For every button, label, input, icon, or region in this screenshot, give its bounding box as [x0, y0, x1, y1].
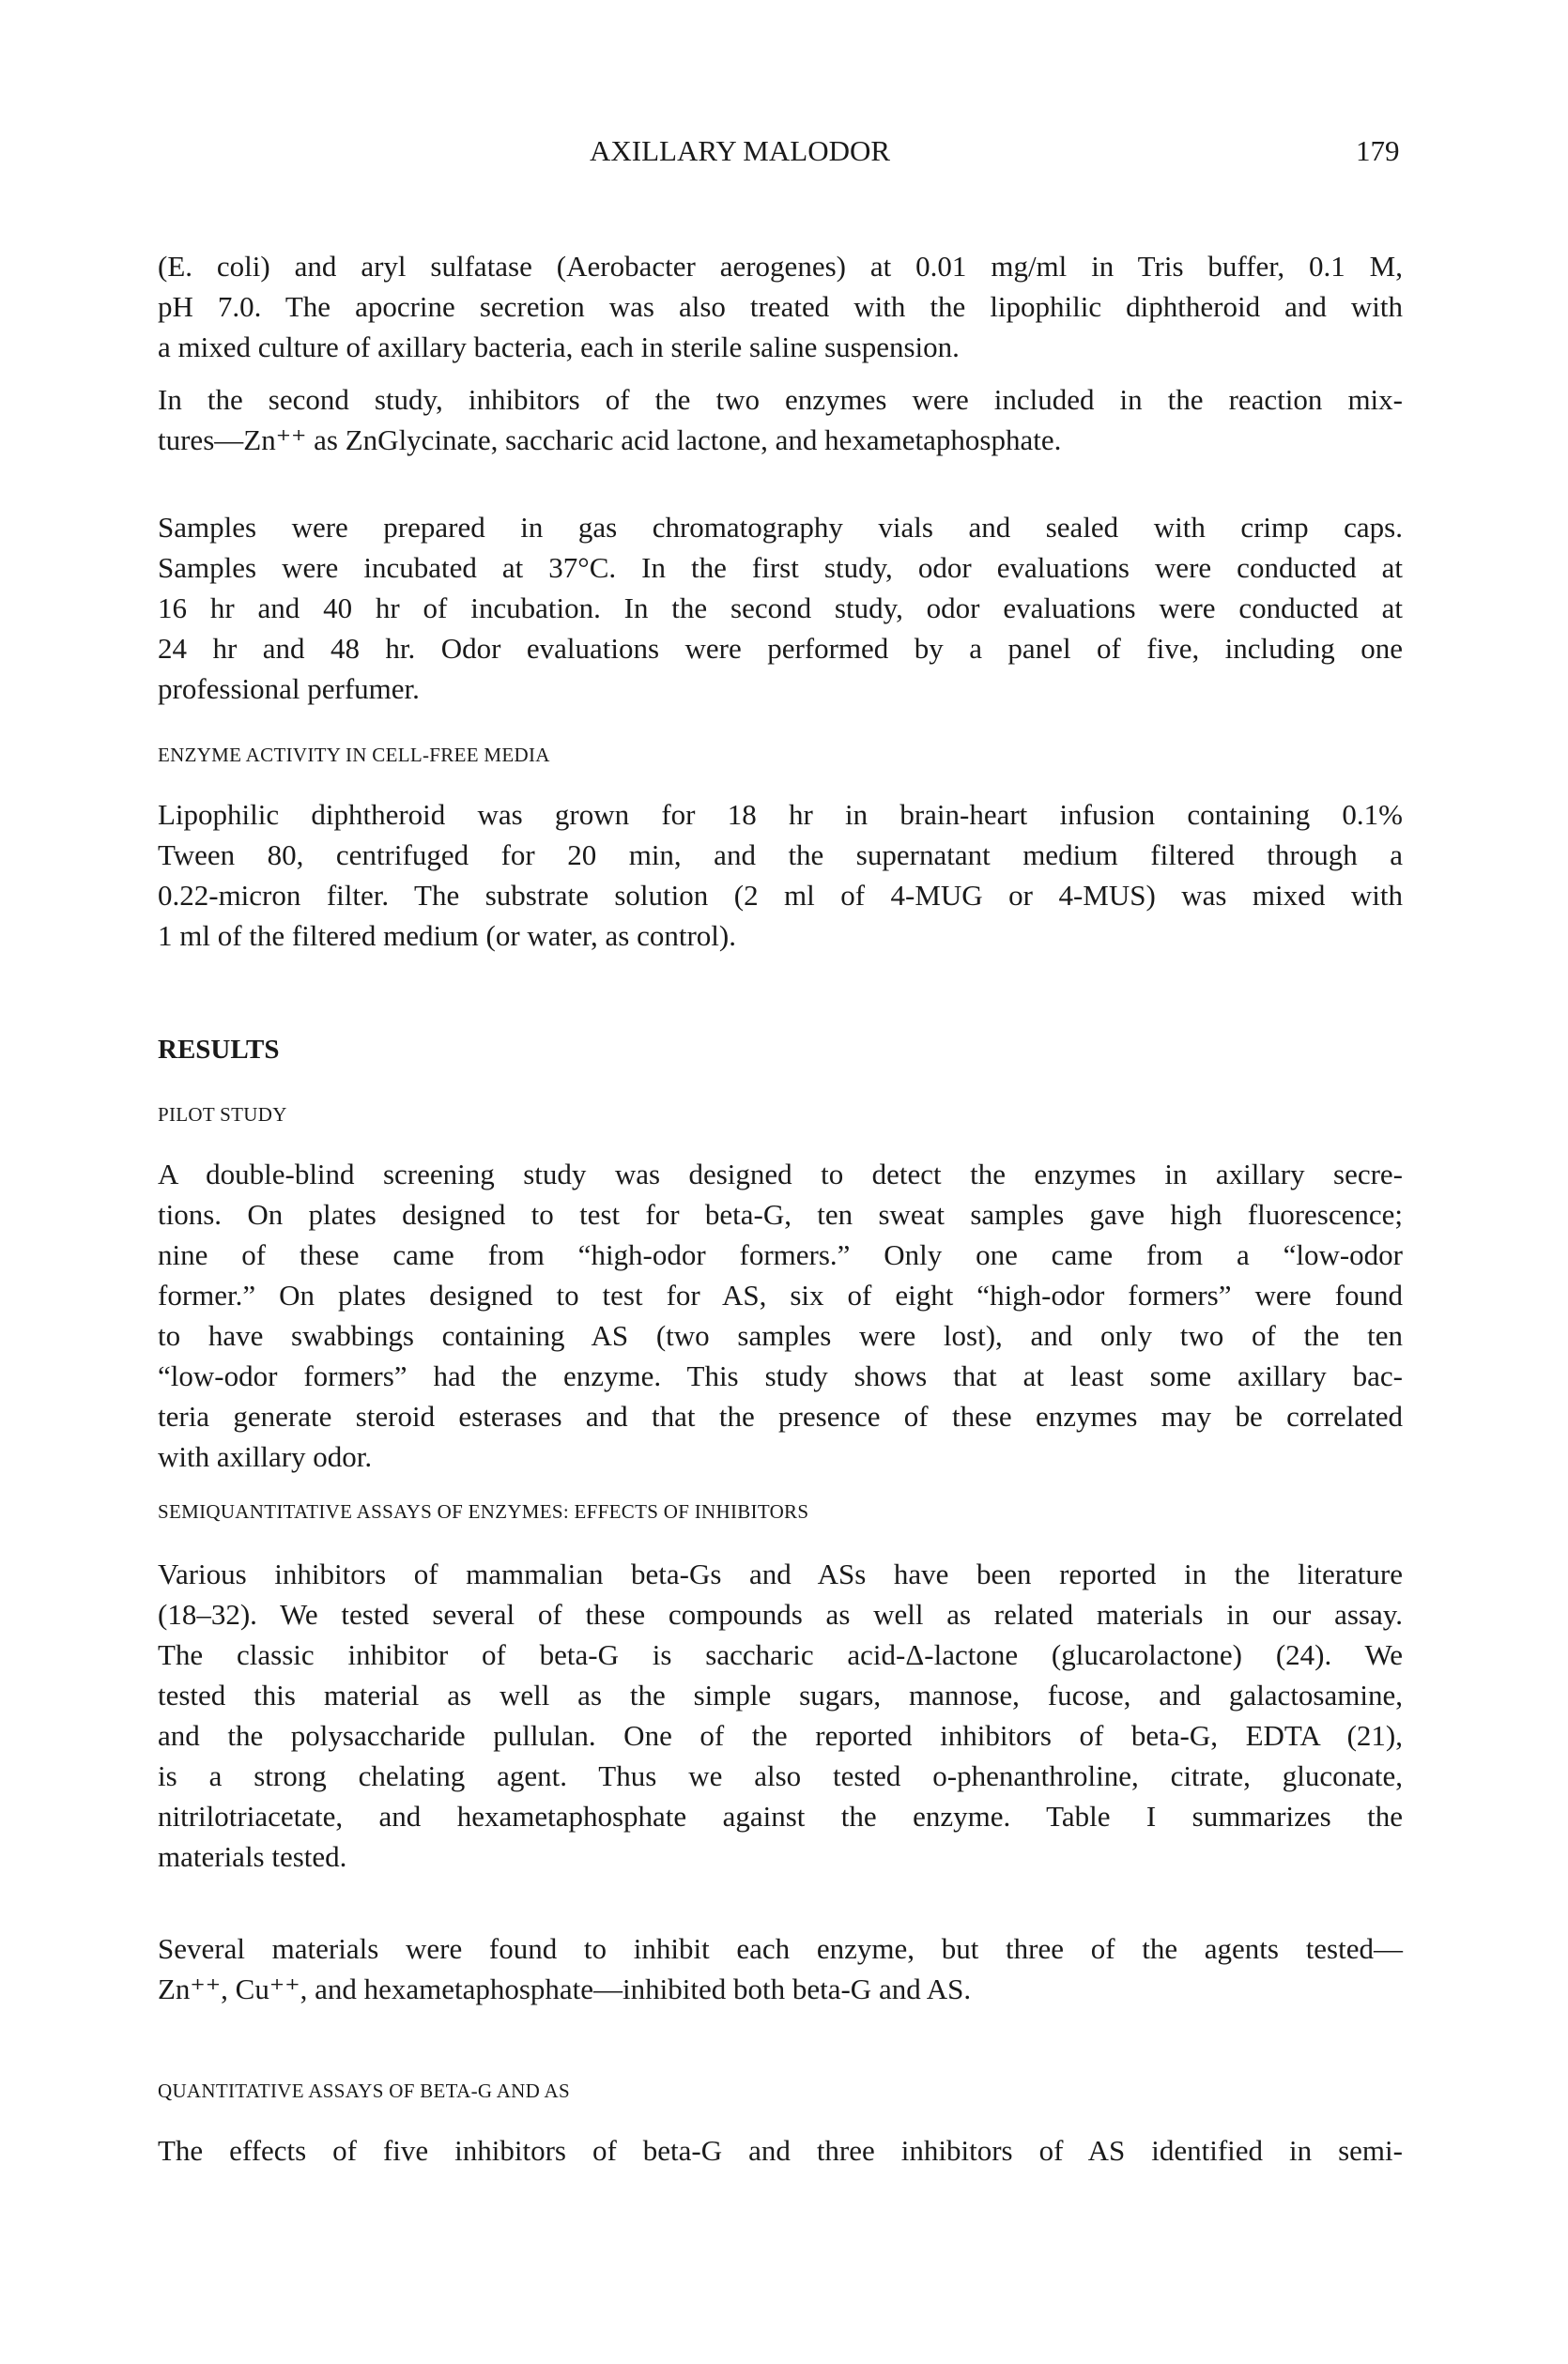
- text-line: The classic inhibitor of beta-G is saccharic acid-Δ-lactone (glucarolactone) (24). We: [158, 1638, 1403, 1671]
- text-line: In the second study, inhibitors of the two enzymes were included in the reaction mix-: [158, 383, 1403, 416]
- text-line: with axillary odor.: [158, 1440, 373, 1473]
- text-line: (18–32). We tested several of these compounds as well as related materials in our assay.: [158, 1598, 1403, 1631]
- section-heading-pilot-study: PILOT STUDY: [158, 1103, 287, 1126]
- paragraph: [158, 507, 1403, 709]
- text-line: A double-blind screening study was designed to detect the enzymes in axillary secre-: [158, 1158, 1403, 1190]
- text-line: Samples were incubated at 37°C. In the first study, odor evaluations were conducted at: [158, 551, 1403, 584]
- text-line: 1 ml of the filtered medium (or water, as control).: [158, 919, 736, 952]
- text-line: Several materials were found to inhibit each enzyme, but three of the agents tested—: [158, 1932, 1403, 1965]
- text-line: professional perfumer.: [158, 672, 420, 705]
- results-heading: RESULTS: [158, 1035, 280, 1065]
- text-line: Zn⁺⁺, Cu⁺⁺, and hexametaphosphate—inhibited both beta-G and AS.: [158, 1973, 972, 2005]
- text-line: The effects of five inhibitors of beta-G and three inhibitors of AS identified in semi-: [158, 2134, 1403, 2167]
- paragraph: [158, 1928, 1403, 2009]
- text-line: is a strong chelating agent. Thus we also tested o-phenanthroline, citrate, gluconate,: [158, 1759, 1403, 1792]
- text-line: Lipophilic diphtheroid was grown for 18 hr in brain-heart infusion containing 0.1%: [158, 798, 1403, 831]
- page-number: 179: [1356, 134, 1400, 167]
- text-line: a mixed culture of axillary bacteria, each in sterile saline suspension.: [158, 330, 960, 363]
- text-line: 16 hr and 40 hr of incubation. In the second study, odor evaluations were conducted at: [158, 591, 1403, 624]
- text-line: Various inhibitors of mammalian beta-Gs and ASs have been reported in the literature: [158, 1558, 1403, 1590]
- paragraph: [158, 794, 1403, 956]
- text-line: tures—Zn⁺⁺ as ZnGlycinate, saccharic acid lactone, and hexametaphosphate.: [158, 423, 1062, 456]
- paragraph: [158, 1554, 1403, 1877]
- text-line: tested this material as well as the simple sugars, mannose, fucose, and galactosamine,: [158, 1679, 1403, 1712]
- text-line: to have swabbings containing AS (two samples were lost), and only two of the ten: [158, 1319, 1403, 1352]
- paragraph: [158, 246, 1403, 367]
- text-line: Tween 80, centrifuged for 20 min, and the supernatant medium filtered through a: [158, 838, 1403, 871]
- text-line: tions. On plates designed to test for beta-G, ten sweat samples gave high fluorescence;: [158, 1198, 1403, 1231]
- paragraph: [158, 2130, 1403, 2171]
- text-line: “low-odor formers” had the enzyme. This study shows that at least some axillary bac-: [158, 1359, 1403, 1392]
- text-line: and the polysaccharide pullulan. One of the reported inhibitors of beta-G, EDTA (21),: [158, 1719, 1403, 1752]
- text-line: pH 7.0. The apocrine secretion was also treated with the lipophilic diphtheroid and with: [158, 290, 1403, 323]
- section-heading-quantitative: QUANTITATIVE ASSAYS OF BETA-G AND AS: [158, 2080, 570, 2102]
- text-line: teria generate steroid esterases and that the presence of these enzymes may be correlated: [158, 1400, 1403, 1433]
- text-line: 24 hr and 48 hr. Odor evaluations were performed by a panel of five, including one: [158, 632, 1403, 665]
- text-line: materials tested.: [158, 1840, 347, 1873]
- text-line: (E. coli) and aryl sulfatase (Aerobacter aerogenes) at 0.01 mg/ml in Tris buffer, 0.1 M,: [158, 250, 1403, 283]
- text-line: former.” On plates designed to test for AS, six of eight “high-odor formers” were found: [158, 1279, 1403, 1312]
- text-line: nine of these came from “high-odor formers.” Only one came from a “low-odor: [158, 1238, 1403, 1271]
- running-title: AXILLARY MALODOR: [590, 134, 891, 167]
- paragraph: [158, 1154, 1403, 1477]
- section-heading-semiquantitative: SEMIQUANTITATIVE ASSAYS OF ENZYMES: EFFECTS OF INHIBITORS: [158, 1500, 809, 1523]
- paragraph: [158, 379, 1403, 460]
- text-line: nitrilotriacetate, and hexametaphosphate against the enzyme. Table I summarizes the: [158, 1800, 1403, 1833]
- text-line: 0.22-micron filter. The substrate solution (2 ml of 4-MUG or 4-MUS) was mixed with: [158, 879, 1403, 912]
- text-line: Samples were prepared in gas chromatography vials and sealed with crimp caps.: [158, 511, 1403, 544]
- section-heading-enzyme-activity: ENZYME ACTIVITY IN CELL-FREE MEDIA: [158, 744, 550, 766]
